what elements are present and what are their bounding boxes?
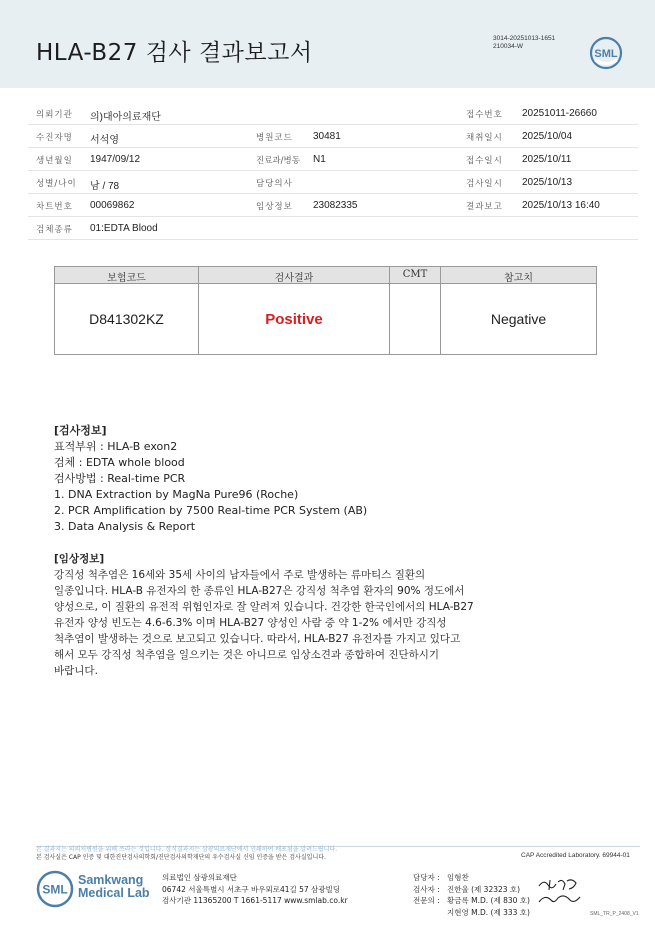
document-id [493,35,555,50]
column-reference [441,267,596,354]
value-birth-date: 1947/09/12 [90,154,141,165]
clinical-info-section [54,551,474,679]
value-department: N1 [313,154,326,165]
label-chart-number: 차트번호 [36,202,73,212]
value-patient-name: 서석영 [90,135,119,146]
info-row [28,217,638,240]
clinical-info-line: 바랍니다. [54,665,98,677]
label-requesting-org: 의뢰기관 [36,110,73,120]
clinical-info-line: 해서 모두 강직성 척추염을 일으키는 것은 아니므로 임상소견과 종합하여 진단하시기 [54,649,440,661]
test-info-line: 3. Data Analysis & Report [54,520,196,533]
test-info-line: 표적부위 : HLA-B exon2 [54,440,178,453]
info-row [28,125,638,148]
staff-name: 황금록 M.D. (제 830 호) [447,896,530,905]
value-specimen-type: 01:EDTA Blood [90,223,158,234]
test-info-line: 검사방법 : Real-time PCR [54,472,186,485]
value-test-date: 2025/10/13 [522,177,573,188]
header-cmt: CMT [402,269,428,280]
label-hospital-code: 병원코드 [256,133,293,143]
value-clinical-info: 23082335 [313,200,358,211]
signature-image [536,876,584,910]
header-reference: 참고치 [504,273,533,284]
document-id-line2: 210034-W [493,42,523,50]
footer-logo-text: SML [42,882,68,897]
test-info-section [54,423,367,535]
staff-row [413,907,530,919]
staff-list [413,872,530,918]
staff-name: 임형찬 [447,873,469,882]
info-row [28,171,638,194]
label-report-date: 결과보고 [466,202,503,212]
value-requesting-org: 의)대아의료재단 [90,112,161,123]
value-report-date: 2025/10/13 16:40 [522,200,600,211]
brand-name [78,874,150,900]
brand-name-line2: Medical Lab [78,886,150,900]
staff-role: 담당자 : [413,873,440,882]
label-collection-date: 채취일시 [466,133,503,143]
value-hospital-code: 30481 [313,131,341,142]
insurance-code: D841302KZ [89,311,164,327]
staff-role: 검사자 : [413,884,440,894]
label-physician: 담당의사 [256,179,293,189]
result-table [54,266,597,355]
test-info-line: 2. PCR Amplification by 7500 Real-time PCR System (AB) [54,504,368,517]
brand-name-line1: Samkwang [78,873,144,887]
info-row [28,194,638,217]
value-chart-number: 00069862 [90,200,135,211]
value-sex-age: 남 / 78 [90,181,120,192]
header-insurance-code: 보험코드 [107,273,146,284]
label-specimen-type: 검체종류 [36,225,73,235]
header-result: 검사결과 [274,273,314,284]
lab-address [162,872,348,907]
footer-notice: 본 결과지는 의뢰처병원을 위해 쓰라는 것입니다. 정식결과지는 삼광의료재단에서 인쇄하여 배포됨을 알려드립니다. [36,846,338,853]
staff-role: 전문의 : [413,896,440,905]
staff-row [413,895,530,907]
address-line: 06742 서울특별시 서초구 바우뫼로41길 57 삼광빌딩 [162,884,341,894]
clinical-info-heading: [임상정보] [54,553,105,565]
label-receipt-number: 접수번호 [466,110,503,120]
column-cmt [390,267,441,354]
test-info-line: 1. DNA Extraction by MagNa Pure96 (Roche) [54,488,299,501]
cap-accreditation: CAP Accredited Laboratory. 69944-01 [521,852,630,859]
staff-name: 지현영 M.D. (제 333 호) [447,907,530,917]
staff-name: 진한울 (제 32323 호) [447,884,521,894]
address-line: 검사기관 11365200 T 1661-5117 www.smlab.co.kr [162,896,348,905]
column-result [199,267,390,354]
address-line: 의료법인 삼광의료재단 [162,873,237,882]
sml-logo-icon [589,36,623,70]
label-clinical-info: 임상정보 [256,202,293,212]
value-collection-date: 2025/10/04 [522,131,573,142]
clinical-info-line: 강직성 척추염은 16세와 35세 사이의 남자들에서 주로 발생하는 류마티스 질환의 [54,569,426,581]
label-sex-age: 성별/나이 [36,179,77,189]
samkwang-logo-icon [36,870,74,908]
label-birth-date: 생년월일 [36,156,73,166]
label-test-date: 검사일시 [466,179,503,189]
reference-value: Negative [490,311,547,327]
staff-row [413,872,530,884]
value-receipt-number: 20251011-26660 [522,108,597,119]
test-result: Positive [265,311,323,328]
clinical-info-line: 척추염이 발생하는 것으로 보고되고 있습니다. 따라서, HLA-B27 유전자를 가지고 있다고 [54,633,461,645]
label-receipt-date: 접수일시 [466,156,503,166]
clinical-info-line: 양성으로, 이 질환의 유전적 위험인자로 잘 알려져 있습니다. 건강한 한국인에서의 HLA-B27 [54,601,474,613]
info-row [28,148,638,171]
column-insurance-code [55,267,199,354]
report-title: HLA-B27 검사 결과보고서 [36,40,313,66]
label-patient-name: 수진자명 [36,133,73,143]
value-receipt-date: 2025/10/11 [522,154,572,165]
test-info-heading: [검사정보] [54,424,107,437]
info-row [28,102,638,125]
clinical-info-line: 일종입니다. HLA-B 유전자의 한 종류인 HLA-B27은 강직성 척추염 환자의 90% 정도에서 [54,585,465,597]
label-department: 진료과/병동 [256,156,300,166]
document-id-line1: 3014-20251013-1651 [493,35,556,42]
sml-logo-text: SML [594,48,618,60]
footer-certification: 본 검사실은 CAP 인증 및 대한진단검사의학회/진단검사의학재단의 우수검사실 신임 인증을 받은 검사실입니다. [36,854,326,861]
form-code: SML_TR_P_2408_V1 [590,911,639,917]
clinical-info-line: 유전자 양성 빈도는 4.6-6.3% 이며 HLA-B27 양성인 사람 중 약 1-2% 에서만 강직성 [54,617,447,629]
staff-row [413,884,530,896]
test-info-line: 검체 : EDTA whole blood [54,456,185,469]
